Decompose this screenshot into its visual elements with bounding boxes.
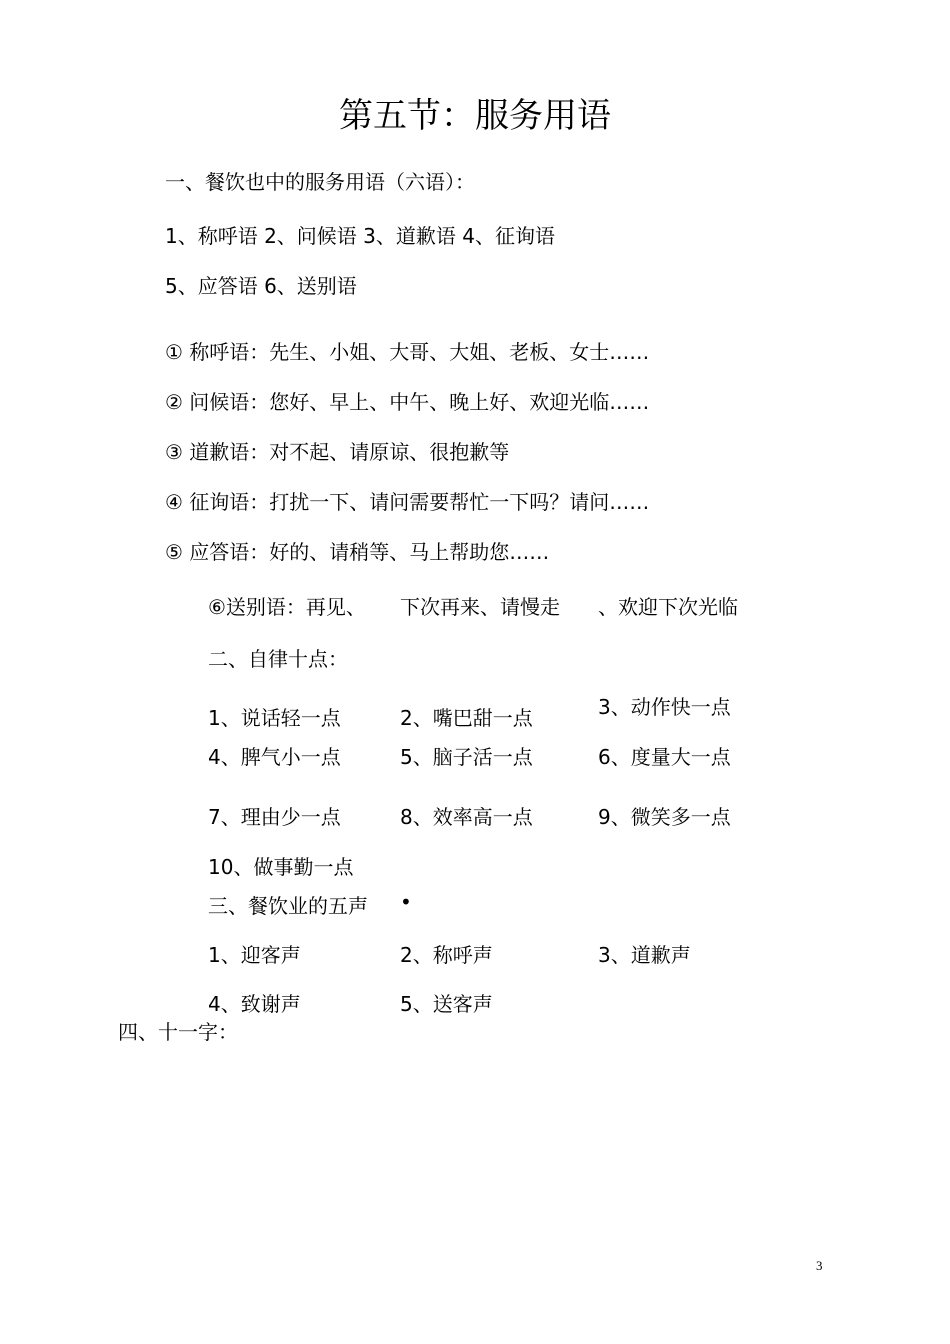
farewell-part-c: 、欢迎下次光临 <box>598 595 738 619</box>
bullet-mark: • <box>400 890 412 914</box>
page-number: 3 <box>816 1258 823 1273</box>
section3-heading: 三、餐饮业的五声 <box>208 894 368 918</box>
discipline-item: 9、微笑多一点 <box>598 805 731 829</box>
section2-heading: 二、自律十点： <box>208 647 348 671</box>
section4-heading: 四、十一字： <box>118 1020 238 1044</box>
page-title: 第五节：服务用语 <box>339 96 611 136</box>
farewell-part-b: 下次再来、请慢走 <box>400 595 560 619</box>
term-detail-response: ⑤ 应答语：好的、请稍等、马上帮助您…… <box>165 540 550 564</box>
discipline-item: 2、嘴巴甜一点 <box>400 706 533 730</box>
discipline-item: 1、说话轻一点 <box>208 706 341 730</box>
farewell-part-a: ⑥送别语：再见、 <box>208 595 366 619</box>
term-detail-greeting: ② 问候语：您好、早上、中午、晚上好、欢迎光临…… <box>165 390 650 414</box>
discipline-item: 6、度量大一点 <box>598 745 731 769</box>
discipline-item: 10、做事勤一点 <box>208 855 354 879</box>
five-voices-item: 1、迎客声 <box>208 943 301 967</box>
discipline-item: 3、动作快一点 <box>598 695 731 719</box>
discipline-item: 8、效率高一点 <box>400 805 533 829</box>
five-voices-item: 3、道歉声 <box>598 943 691 967</box>
term-detail-apology: ③ 道歉语：对不起、请原谅、很抱歉等 <box>165 440 510 464</box>
term-detail-inquiry: ④ 征询语：打扰一下、请问需要帮忙一下吗？请问…… <box>165 490 650 514</box>
section1-heading: 一、餐饮也中的服务用语（六语）： <box>165 170 475 194</box>
six-terms-line-1: 1、称呼语 2、问候语 3、道歉语 4、征询语 <box>165 224 555 248</box>
term-detail-address: ① 称呼语：先生、小姐、大哥、大姐、老板、女士…… <box>165 340 650 364</box>
five-voices-item: 2、称呼声 <box>400 943 493 967</box>
discipline-item: 4、脾气小一点 <box>208 745 341 769</box>
five-voices-item: 5、送客声 <box>400 992 493 1016</box>
discipline-item: 7、理由少一点 <box>208 805 341 829</box>
six-terms-line-2: 5、应答语 6、送别语 <box>165 274 357 298</box>
five-voices-item: 4、致谢声 <box>208 992 301 1016</box>
discipline-item: 5、脑子活一点 <box>400 745 533 769</box>
